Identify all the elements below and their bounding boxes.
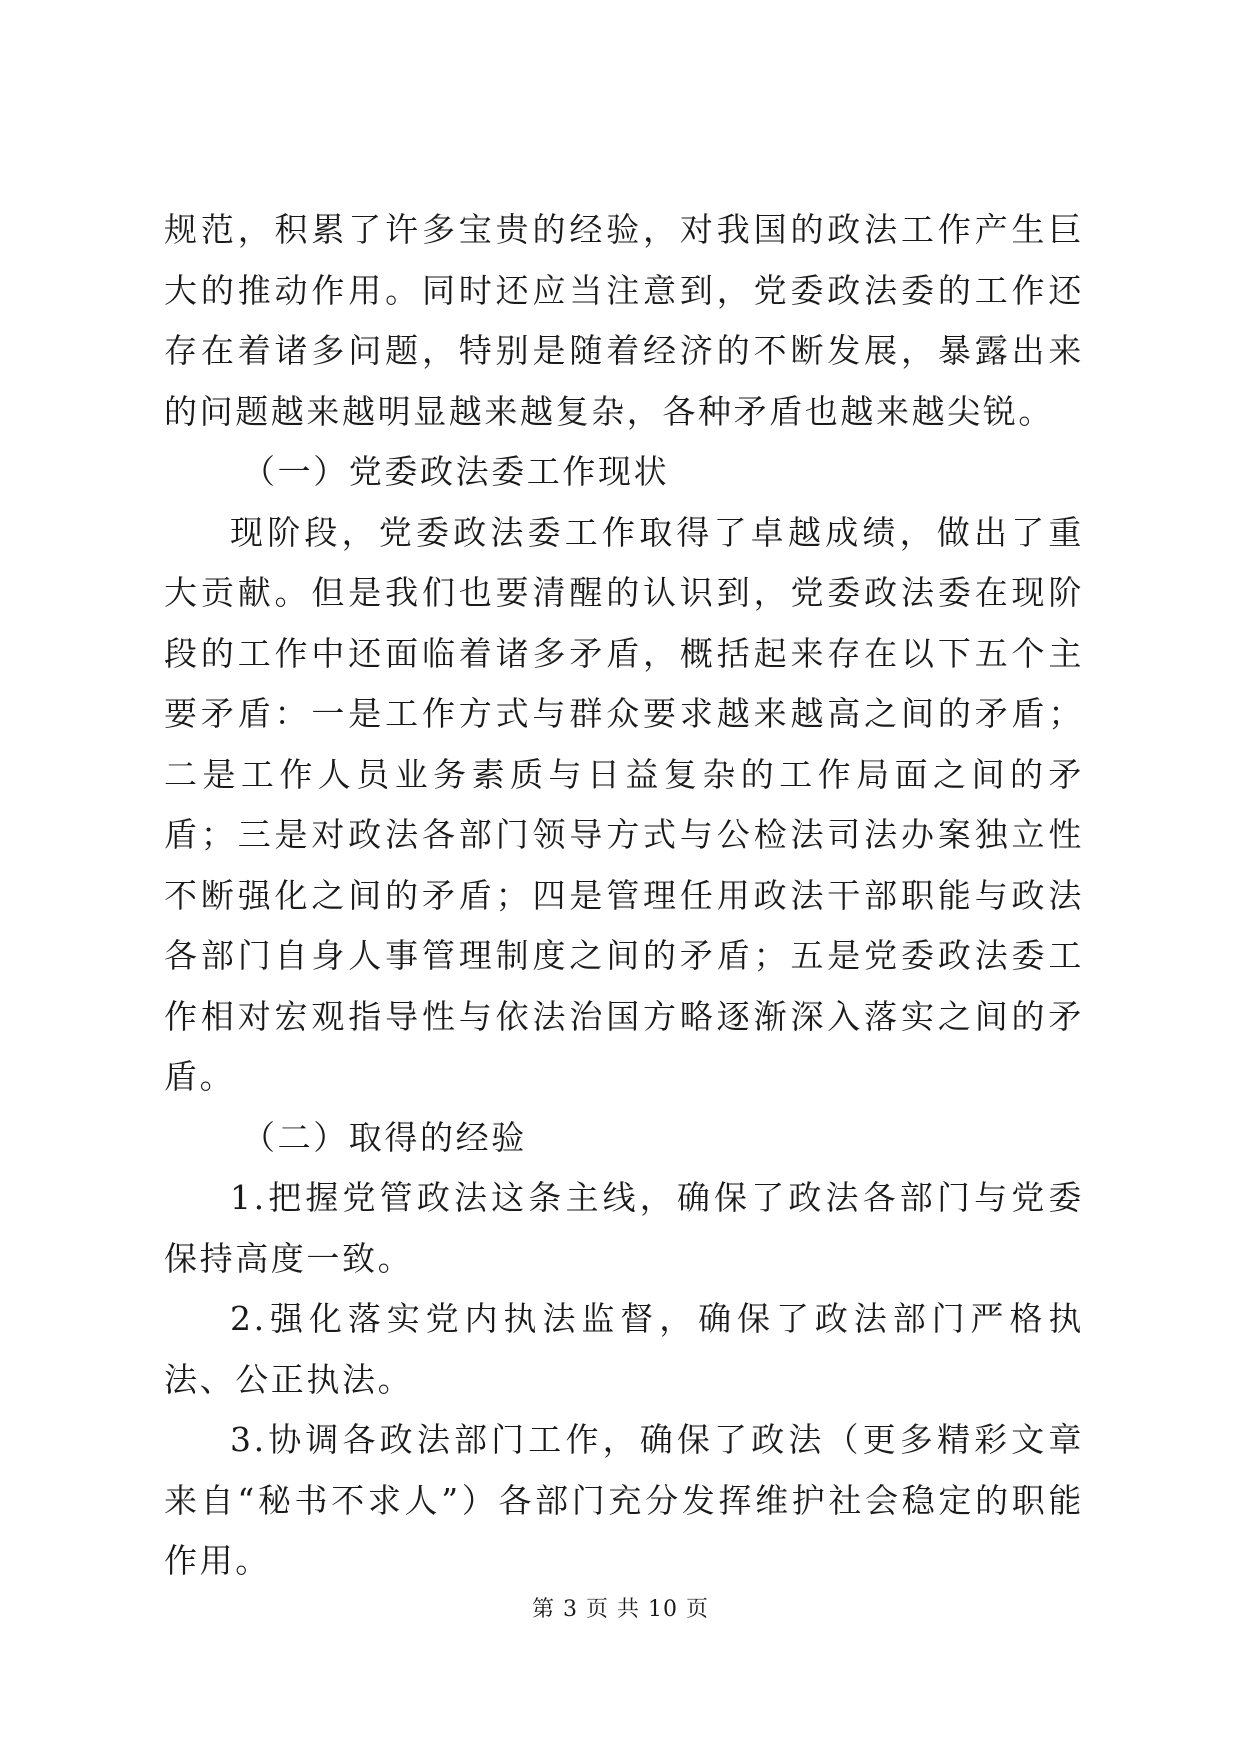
body-paragraph: 规范，积累了许多宝贵的经验，对我国的政法工作产生巨大的推动作用。同时还应当注意到，党委政法委的工作还存在着诸多问题，特别是随着经济的不断发展，暴露出来的问题越来越明显越来越复杂，各种矛盾也越来越尖锐。 [164, 210, 1084, 431]
page-footer: 第 3 页 共 10 页 [532, 1597, 709, 1622]
list-item-paragraph: 1.把握党管政法这条主线，确保了政法各部门与党委保持高度一致。 [164, 1178, 1084, 1278]
document-body [164, 200, 1084, 1592]
section-heading: （二）取得的经验 [242, 1117, 527, 1157]
body-paragraph: 现阶段，党委政法委工作取得了卓越成绩，做出了重大贡献。但是我们也要清醒的认识到，党委政法委在现阶段的工作中还面临着诸多矛盾，概括起来存在以下五个主要矛盾：一是工作方式与群众要求越来越高之间的矛盾；二是工作人员业务素质与日益复杂的工作局面之间的矛盾；三是对政法各部门领导方式与公检法司法办案独立性不断强化之间的矛盾；四是管理任用政法干部职能与政法各部门自身人事管理制度之间的矛盾；五是党委政法委工作相对宏观指导性与依法治国方略逐渐深入落实之间的矛盾。 [164, 512, 1084, 1096]
list-item-paragraph: 3.协调各政法部门工作，确保了政法（更多精彩文章来自“秘书不求人”）各部门充分发挥维护社会稳定的职能作用。 [164, 1420, 1084, 1580]
section-heading: （一）党委政法委工作现状 [242, 452, 670, 491]
list-item-paragraph: 2.强化落实党内执法监督，确保了政法部门严格执法、公正执法。 [164, 1299, 1084, 1399]
